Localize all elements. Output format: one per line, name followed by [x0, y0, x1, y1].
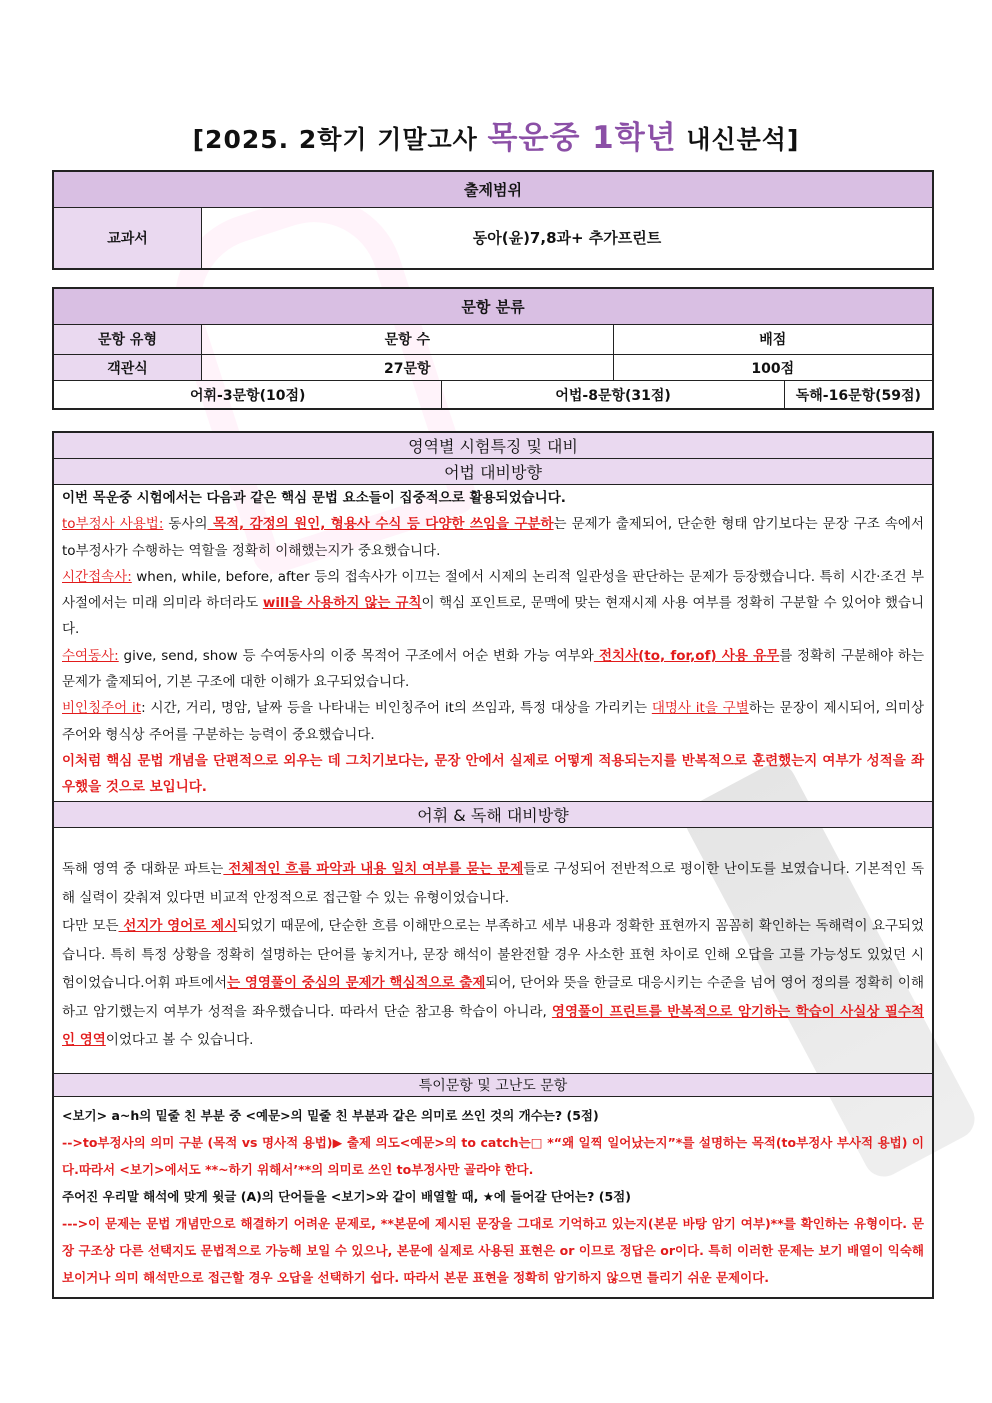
grammar-intro: 이번 목운중 시험에서는 다음과 같은 핵심 문법 요소들이 집중적으로 활용되었습니다. — [62, 490, 566, 506]
row-type: 객관식 — [53, 355, 202, 381]
scope-table — [52, 170, 934, 270]
special-answer-1: -->to부정사의 의미 구분 (목적 vs 명사적 용법)▶ 출제 의도<예문>의 to catch는□ *“왜 일찍 일어났는지”*를 설명하는 목적(to부정사 부사적 용법) 이다.따라서 <보기>에서도 **~하기 위해서’**의 의미로 쓰인 to부정사만 골라야 한다. — [62, 1135, 924, 1178]
scope-header: 출제범위 — [53, 171, 933, 207]
reading-paragraph-1: 독해 영역 중 대화문 파트는 전체적인 흐름 파악과 내용 일치 여부를 묻는 문제들로 구성되어 전반적으로 평이한 난이도를 보였습니다. 기본적인 독해 실력이 갖춰져 있다면 비교적 안정적으로 접근할 수 있는 유형이었습니다. — [62, 861, 925, 906]
vocab-breakdown: 어휘-3문항(10점) — [53, 381, 442, 409]
page-title — [0, 112, 992, 157]
grammar-point-impersonal-it: 비인칭주어 it: 시간, 거리, 명암, 날짜 등을 나타내는 비인칭주어 it의 쓰임과, 특정 대상을 가리키는 대명사 it을 구별하는 문장이 제시되어, 의미상 주어와 형식상 주어를 구분하는 능력이 중요했습니다. — [62, 700, 924, 743]
title-suffix: 내신분석] — [676, 125, 800, 154]
grammar-breakdown: 어법-8문항(31점) — [442, 381, 784, 409]
grammar-point-time-conjunction: 시간접속사: when, while, before, after 등의 접속사가 이끄는 절에서 시제의 논리적 일관성을 판단하는 문제가 등장했습니다. 특히 시간·조건 부사절에서는 미래 의미라 하더라도 will을 사용하지 않는 규칙이 핵심 포인트로, 문맥에 맞는 현재시제 사용 여부를 정확히 구분할 수 있어야 했습니다. — [62, 568, 924, 638]
col-count-header: 문항 수 — [202, 324, 614, 354]
reading-paragraph-2: 다만 모든 선지가 영어로 제시되었기 때문에, 단순한 흐름 이해만으로는 부족하고 세부 내용과 정확한 표현까지 꼼꼼히 확인하는 독해력이 요구되었습니다. 특히 특정 상황을 정확히 설명하는 단어를 놓치거나, 문장 해석이 불완전할 경우 사소한 표현 차이로 인해 오답을 고를 가능성도 있었던 시험이었습니다.어휘 파트에서는 영영풀이 중심의 문제가 핵심적으로 출제되어, 단어와 뜻을 한글로 대응시키는 수준을 넘어 영어 정의를 정확히 이해하고 암기했는지 여부가 성적을 좌우했습니다. 따라서 단순 참고용 학습이 아니라, 영영풀이 프린트를 반복적으로 암기하는 학습이 사실상 필수적인 영역이었다고 볼 수 있습니다. — [62, 918, 925, 1049]
grammar-point-dative-verb: 수여동사: give, send, show 등 수여동사의 이중 목적어 구조에서 어순 변화 가능 여부와 전치사(to, for,of) 사용 유무를 정확히 구분해야 하는 문제가 출제되어, 기본 구조에 대한 이해가 요구되었습니다. — [62, 647, 924, 691]
special-question-2: 주어진 우리말 해석에 맞게 윗글 (A)의 단어들을 <보기>와 같이 배열할 때, ★에 들어갈 단어는? (5점) — [62, 1189, 631, 1205]
col-type-header: 문항 유형 — [53, 324, 202, 354]
classification-header: 문항 분류 — [53, 288, 933, 324]
scope-value: 동아(윤)7,8과+ 추가프린트 — [202, 207, 934, 269]
special-answer-2: --->이 문제는 문법 개념만으로 해결하기 어려운 문제로, **본문에 제시된 문장을 그대로 기억하고 있는지(본문 바탕 암기 여부)**를 확인하는 유형이다. 문장 구조상 다른 선택지도 문법적으로 가능해 보일 수 있으나, 본문에 실제로 사용된 표현은 or 이므로 정답은 or이다. 특히 이러한 문제는 보기 배열이 익숙해 보이거나 의미 해석만으로 접근할 경우 오답을 선택하기 쉽다. 따라서 본문 표현을 정확히 암기하지 않으면 틀리기 쉬운 문제이다. — [62, 1216, 924, 1286]
special-section-body — [53, 1096, 933, 1298]
scope-label: 교과서 — [53, 207, 202, 269]
row-score: 100점 — [613, 355, 933, 381]
reading-section-header: 어휘 & 독해 대비방향 — [53, 801, 933, 827]
reading-breakdown: 독해-16문항(59점) — [784, 381, 933, 409]
features-header: 영역별 시험특징 및 대비 — [53, 432, 933, 459]
grammar-point-to-infinitive: to부정사 사용법: 동사의 목적, 감정의 원인, 형용사 수식 등 다양한 쓰임을 구분하는 문제가 출제되어, 단순한 형태 암기보다는 문장 구조 속에서 to부정사가 수행하는 역할을 정확히 이해했는지가 중요했습니다. — [62, 516, 925, 559]
features-table — [52, 431, 934, 1299]
col-score-header: 배점 — [613, 324, 933, 354]
grammar-section-header: 어법 대비방향 — [53, 459, 933, 485]
grammar-conclusion: 이처럼 핵심 문법 개념을 단편적으로 외우는 데 그치기보다는, 문장 안에서 실제로 어떻게 적용되는지를 반복적으로 훈련했는지 여부가 성적을 좌우했을 것으로 보입니다. — [62, 752, 924, 796]
reading-section-body — [53, 827, 933, 1073]
grammar-section-body — [53, 485, 933, 802]
row-count: 27문항 — [202, 355, 614, 381]
classification-table — [52, 287, 934, 410]
title-prefix: [2025. 2학기 기말고사 — [192, 125, 488, 154]
special-question-1: <보기> a~h의 밑줄 친 부분 중 <예문>의 밑줄 친 부분과 같은 의미로 쓰인 것의 개수는? (5점) — [62, 1108, 599, 1124]
title-school: 목운중 1학년 — [487, 120, 677, 156]
special-section-header: 특이문항 및 고난도 문항 — [53, 1073, 933, 1096]
